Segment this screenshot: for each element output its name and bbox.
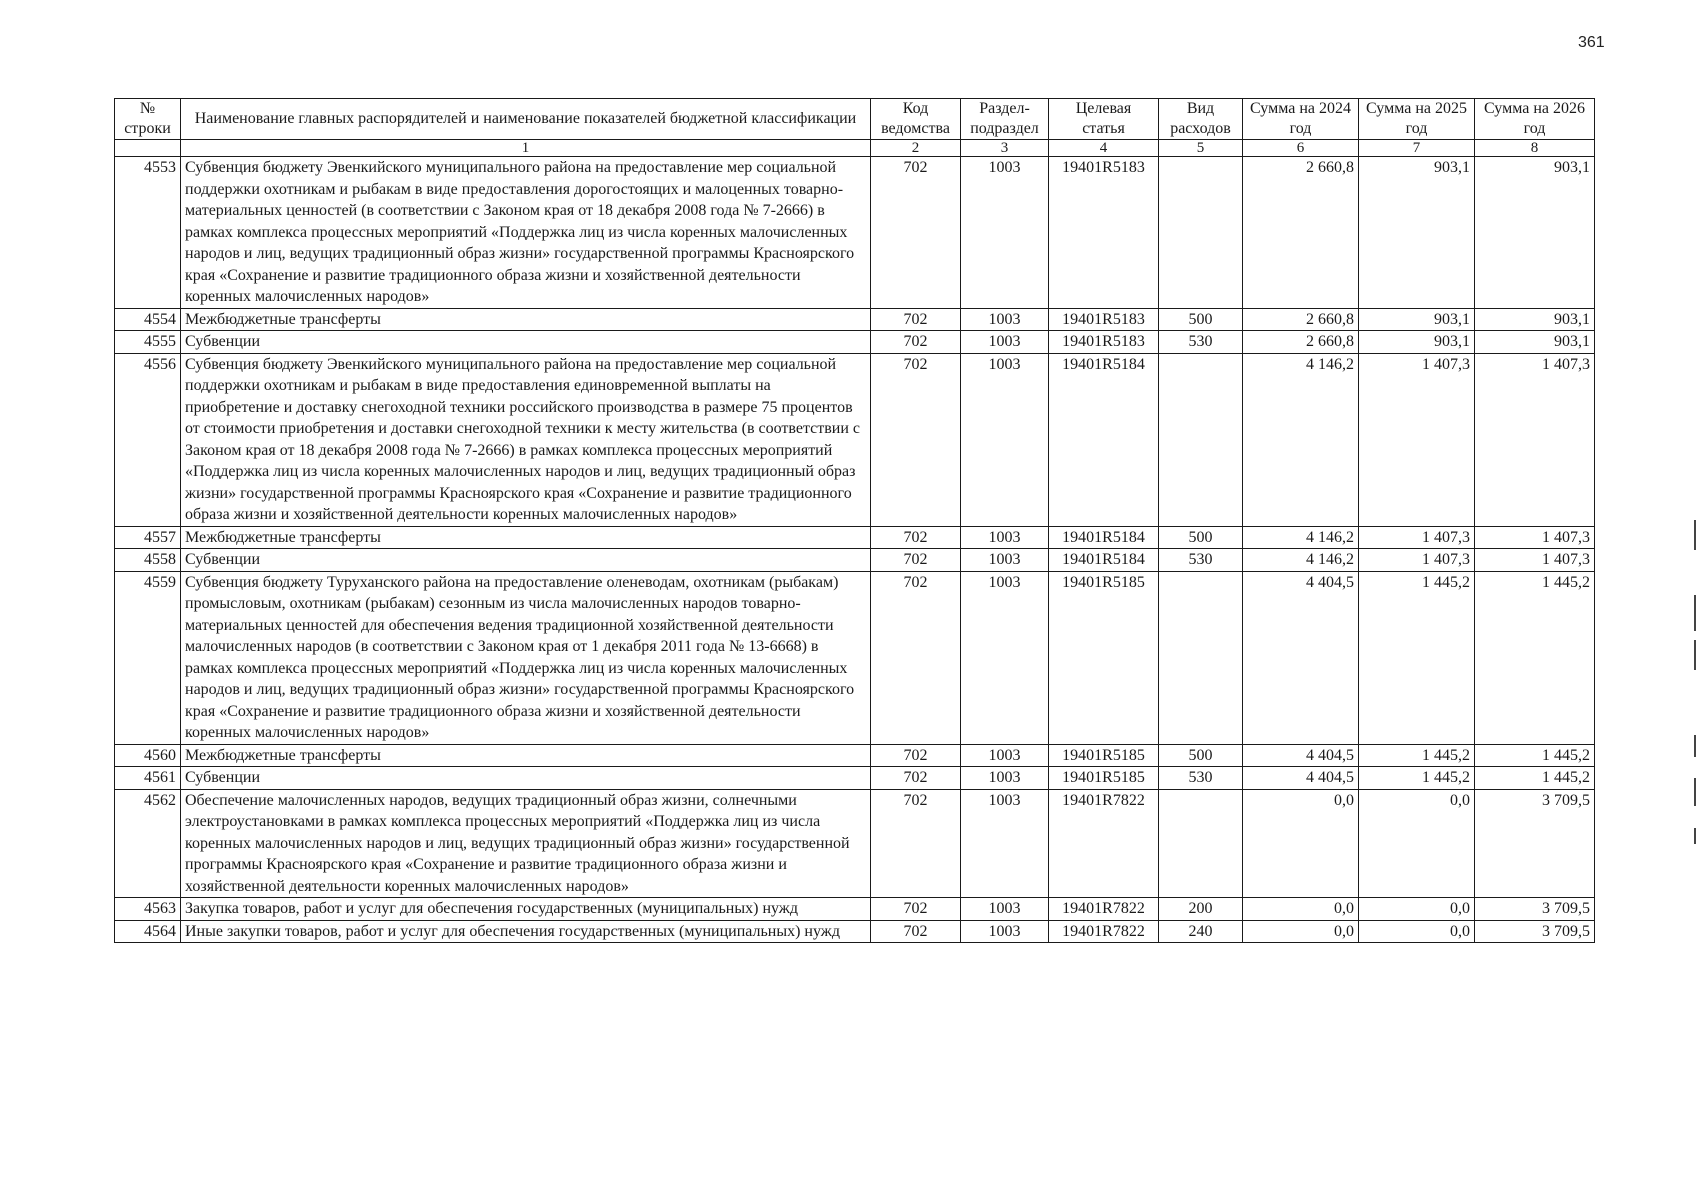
row-sum-2024: 2 660,8 [1243, 157, 1359, 309]
row-section: 1003 [961, 920, 1049, 943]
table-row [115, 920, 1595, 943]
row-sum-2026: 1 445,2 [1475, 571, 1595, 744]
table-row [115, 789, 1595, 898]
row-sum-2026: 903,1 [1475, 308, 1595, 331]
table-row [115, 331, 1595, 354]
header-row-no: № строки [115, 99, 181, 140]
header-sum-2026: Сумма на 2026 год [1475, 99, 1595, 140]
row-sum-2025: 1 445,2 [1359, 744, 1475, 767]
row-sum-2026: 1 445,2 [1475, 744, 1595, 767]
scan-mark [1694, 595, 1696, 631]
row-sum-2025: 0,0 [1359, 898, 1475, 921]
column-number: 3 [961, 140, 1049, 157]
row-dept-code: 702 [871, 353, 961, 526]
row-expense-type [1159, 157, 1243, 309]
column-number-row [115, 140, 1595, 157]
row-sum-2025: 1 407,3 [1359, 549, 1475, 572]
budget-table [114, 98, 1595, 943]
row-name: Субвенция бюджету Эвенкийского муниципального района на предоставление мер социальной поддержки охотникам и рыбакам в виде предоставления единовременной выплаты на приобретение и доставку снегоходной техники российского производства в размере 75 процентов от стоимости приобретения и доставки снегоходной техники к месту жительства (в соответствии с Законом края от 18 декабря 2008 года № 7-2666) в рамках комплекса процессных мероприятий «Поддержка лиц из числа коренных малочисленных народов и лиц, ведущих традиционный образ жизни» государственной программы Красноярского края «Сохранение и развитие традиционного образа жизни и хозяйственной деятельности коренных малочисленных народов» [181, 353, 871, 526]
row-target: 19401R7822 [1049, 920, 1159, 943]
row-sum-2026: 3 709,5 [1475, 898, 1595, 921]
row-sum-2024: 4 146,2 [1243, 549, 1359, 572]
column-number: 5 [1159, 140, 1243, 157]
row-sum-2026: 903,1 [1475, 331, 1595, 354]
column-number [115, 140, 181, 157]
row-expense-type: 530 [1159, 331, 1243, 354]
row-name: Субвенция бюджету Эвенкийского муниципального района на предоставление мер социальной поддержки охотникам и рыбакам в виде предоставления дорогостоящих и малоценных товарно-материальных ценностей (в соответствии с Законом края от 18 декабря 2008 года № 7-2666) в рамках комплекса процессных мероприятий «Поддержка лиц из числа коренных малочисленных народов и лиц, ведущих традиционный образ жизни» государственной программы Красноярского края «Сохранение и развитие традиционного образа жизни и хозяйственной деятельности коренных малочисленных народов» [181, 157, 871, 309]
table-row [115, 744, 1595, 767]
row-section: 1003 [961, 571, 1049, 744]
row-number: 4558 [115, 549, 181, 572]
header-name: Наименование главных распорядителей и наименование показателей бюджетной классификации [181, 99, 871, 140]
row-section: 1003 [961, 898, 1049, 921]
row-expense-type: 500 [1159, 308, 1243, 331]
column-number: 1 [181, 140, 871, 157]
scan-mark [1694, 828, 1696, 844]
table-row [115, 526, 1595, 549]
row-name: Субвенции [181, 767, 871, 790]
row-target: 19401R5185 [1049, 767, 1159, 790]
row-sum-2024: 4 146,2 [1243, 353, 1359, 526]
row-name: Межбюджетные трансферты [181, 744, 871, 767]
row-section: 1003 [961, 744, 1049, 767]
header-sum-2024: Сумма на 2024 год [1243, 99, 1359, 140]
row-number: 4556 [115, 353, 181, 526]
row-target: 19401R7822 [1049, 789, 1159, 898]
row-target: 19401R5184 [1049, 549, 1159, 572]
row-sum-2025: 903,1 [1359, 308, 1475, 331]
row-number: 4563 [115, 898, 181, 921]
row-dept-code: 702 [871, 571, 961, 744]
row-sum-2026: 3 709,5 [1475, 920, 1595, 943]
row-sum-2025: 903,1 [1359, 157, 1475, 309]
row-name: Межбюджетные трансферты [181, 308, 871, 331]
row-sum-2026: 3 709,5 [1475, 789, 1595, 898]
row-name: Межбюджетные трансферты [181, 526, 871, 549]
row-expense-type: 200 [1159, 898, 1243, 921]
row-target: 19401R5183 [1049, 308, 1159, 331]
row-expense-type: 500 [1159, 744, 1243, 767]
row-expense-type: 530 [1159, 549, 1243, 572]
row-sum-2024: 0,0 [1243, 920, 1359, 943]
row-target: 19401R5184 [1049, 353, 1159, 526]
row-expense-type: 240 [1159, 920, 1243, 943]
row-section: 1003 [961, 308, 1049, 331]
row-section: 1003 [961, 526, 1049, 549]
row-section: 1003 [961, 331, 1049, 354]
row-section: 1003 [961, 157, 1049, 309]
header-section: Раздел-подраздел [961, 99, 1049, 140]
row-dept-code: 702 [871, 157, 961, 309]
scan-mark [1694, 520, 1696, 550]
row-sum-2025: 1 445,2 [1359, 571, 1475, 744]
table-row [115, 549, 1595, 572]
row-number: 4560 [115, 744, 181, 767]
row-number: 4562 [115, 789, 181, 898]
row-name: Иные закупки товаров, работ и услуг для обеспечения государственных (муниципальных) нужд [181, 920, 871, 943]
row-target: 19401R5184 [1049, 526, 1159, 549]
row-expense-type [1159, 571, 1243, 744]
row-sum-2025: 1 445,2 [1359, 767, 1475, 790]
row-expense-type: 500 [1159, 526, 1243, 549]
row-sum-2025: 0,0 [1359, 789, 1475, 898]
row-target: 19401R7822 [1049, 898, 1159, 921]
row-sum-2024: 2 660,8 [1243, 308, 1359, 331]
row-expense-type: 530 [1159, 767, 1243, 790]
row-sum-2026: 1 445,2 [1475, 767, 1595, 790]
scan-mark [1694, 735, 1696, 757]
header-expense-type: Вид расходов [1159, 99, 1243, 140]
row-dept-code: 702 [871, 767, 961, 790]
row-name: Субвенции [181, 331, 871, 354]
table-header-row [115, 99, 1595, 140]
table-row [115, 898, 1595, 921]
row-sum-2025: 1 407,3 [1359, 526, 1475, 549]
header-dept-code: Код ведомства [871, 99, 961, 140]
row-sum-2024: 0,0 [1243, 898, 1359, 921]
row-sum-2026: 1 407,3 [1475, 549, 1595, 572]
column-number: 6 [1243, 140, 1359, 157]
row-sum-2026: 1 407,3 [1475, 353, 1595, 526]
row-sum-2024: 4 404,5 [1243, 571, 1359, 744]
budget-sheet [114, 98, 1595, 943]
row-dept-code: 702 [871, 789, 961, 898]
row-number: 4553 [115, 157, 181, 309]
row-name: Обеспечение малочисленных народов, ведущих традиционный образ жизни, солнечными электроустановками в рамках комплекса процессных мероприятий «Поддержка лиц из числа коренных малочисленных народов и лиц, ведущих традиционный образ жизни» государственной программы Красноярского края «Сохранение и развитие традиционного образа жизни и хозяйственной деятельности коренных малочисленных народов» [181, 789, 871, 898]
row-number: 4564 [115, 920, 181, 943]
row-target: 19401R5183 [1049, 331, 1159, 354]
table-row [115, 571, 1595, 744]
row-dept-code: 702 [871, 744, 961, 767]
row-target: 19401R5183 [1049, 157, 1159, 309]
row-expense-type [1159, 789, 1243, 898]
page-number: 361 [1578, 34, 1605, 51]
row-dept-code: 702 [871, 898, 961, 921]
table-row [115, 767, 1595, 790]
row-sum-2026: 903,1 [1475, 157, 1595, 309]
table-row [115, 157, 1595, 309]
row-sum-2026: 1 407,3 [1475, 526, 1595, 549]
column-number: 8 [1475, 140, 1595, 157]
row-number: 4559 [115, 571, 181, 744]
row-sum-2024: 4 404,5 [1243, 744, 1359, 767]
row-name: Субвенции [181, 549, 871, 572]
row-sum-2024: 2 660,8 [1243, 331, 1359, 354]
table-row [115, 308, 1595, 331]
row-expense-type [1159, 353, 1243, 526]
row-target: 19401R5185 [1049, 571, 1159, 744]
row-name: Субвенция бюджету Туруханского района на предоставление оленеводам, охотникам (рыбакам) промысловым, охотникам (рыбакам) сезонным из числа малочисленных народов товарно-материальных ценностей для обеспечения ведения традиционной хозяйственной деятельности малочисленных народов (в соответствии с Законом края от 1 декабря 2011 года № 13-6668) в рамках комплекса процессных мероприятий «Поддержка лиц из числа коренных малочисленных народов и лиц, ведущих традиционный образ жизни» государственной программы Красноярского края «Сохранение и развитие традиционного образа жизни и хозяйственной деятельности коренных малочисленных народов» [181, 571, 871, 744]
row-number: 4561 [115, 767, 181, 790]
row-dept-code: 702 [871, 308, 961, 331]
row-dept-code: 702 [871, 331, 961, 354]
header-sum-2025: Сумма на 2025 год [1359, 99, 1475, 140]
header-target: Целевая статья [1049, 99, 1159, 140]
row-section: 1003 [961, 789, 1049, 898]
column-number: 4 [1049, 140, 1159, 157]
row-section: 1003 [961, 767, 1049, 790]
row-number: 4554 [115, 308, 181, 331]
row-sum-2024: 4 404,5 [1243, 767, 1359, 790]
row-section: 1003 [961, 549, 1049, 572]
row-name: Закупка товаров, работ и услуг для обеспечения государственных (муниципальных) нужд [181, 898, 871, 921]
row-section: 1003 [961, 353, 1049, 526]
row-sum-2025: 0,0 [1359, 920, 1475, 943]
row-sum-2025: 903,1 [1359, 331, 1475, 354]
table-row [115, 353, 1595, 526]
row-sum-2024: 4 146,2 [1243, 526, 1359, 549]
row-sum-2025: 1 407,3 [1359, 353, 1475, 526]
row-dept-code: 702 [871, 526, 961, 549]
row-number: 4555 [115, 331, 181, 354]
scan-mark [1694, 778, 1696, 806]
row-dept-code: 702 [871, 549, 961, 572]
table-body [115, 157, 1595, 943]
scan-mark [1694, 640, 1696, 670]
row-target: 19401R5185 [1049, 744, 1159, 767]
row-number: 4557 [115, 526, 181, 549]
row-dept-code: 702 [871, 920, 961, 943]
column-number: 7 [1359, 140, 1475, 157]
row-sum-2024: 0,0 [1243, 789, 1359, 898]
column-number: 2 [871, 140, 961, 157]
